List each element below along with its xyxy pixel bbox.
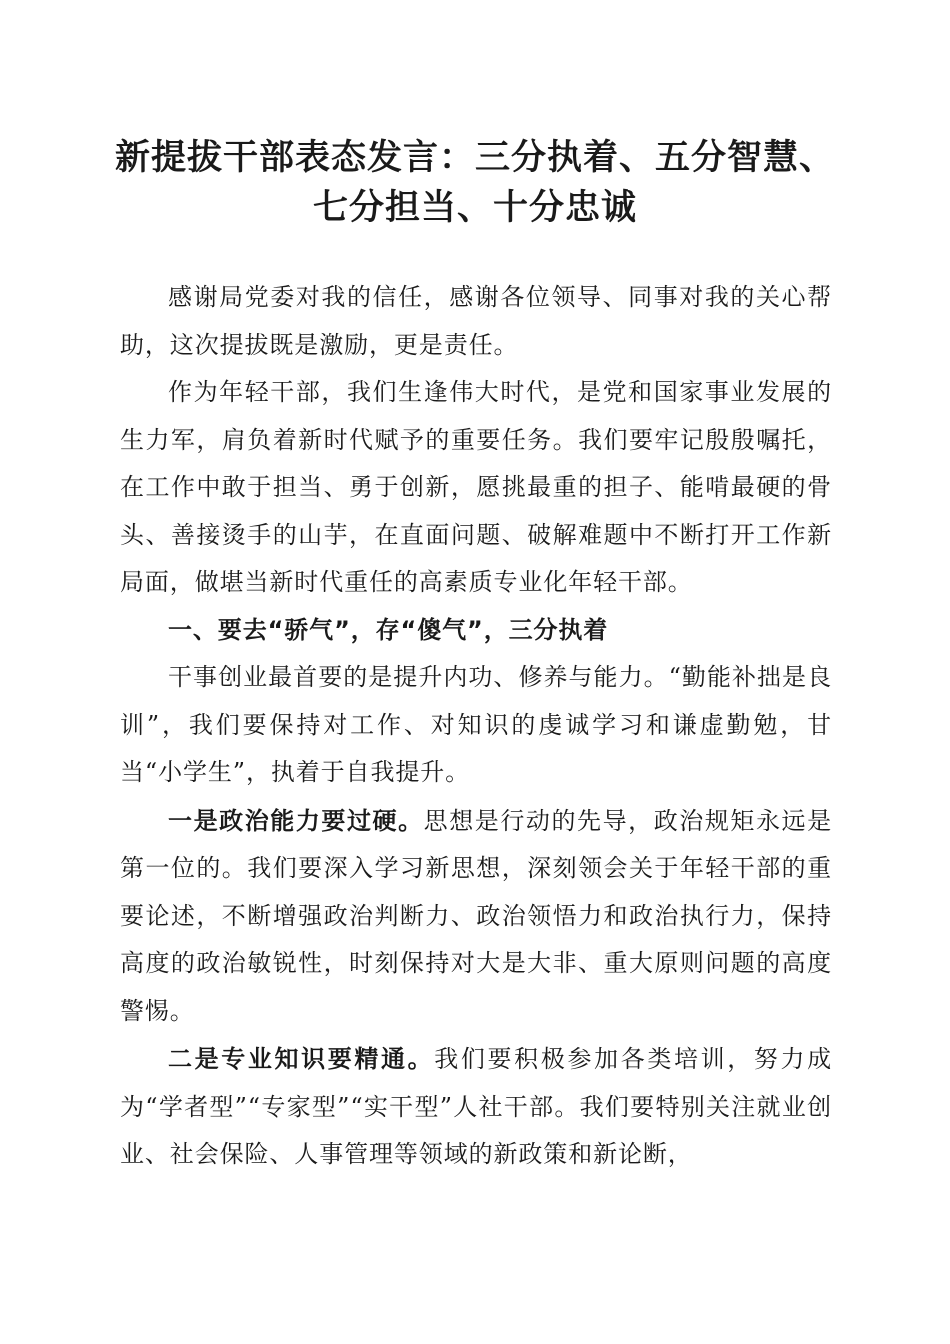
title-line-1: 新提拔干部表态发言：三分执着、五分智慧、 xyxy=(114,137,835,178)
paragraph-thanks: 感谢局党委对我的信任，感谢各位领导、同事对我的关心帮助，这次提拔既是激励，更是责任。 xyxy=(120,283,832,359)
point2-lead: 二是专业知识要精通。 xyxy=(168,1044,435,1073)
point-professional-knowledge xyxy=(120,1035,832,1179)
point2-text: 我们要积极参加各类培训，努力成为“学者型”“专家型”“实干型”人社干部。我们要特别关注就业创业、社会保险、人事管理等领域的新政策和新论断， xyxy=(120,1045,833,1168)
point-political-ability xyxy=(120,797,832,1036)
point1-lead: 一是政治能力要过硬。 xyxy=(168,805,424,835)
section-heading-1: 一、要去“骄气”，存“傻气”，三分执着 xyxy=(168,615,609,644)
title-line-2: 七分担当、十分忠诚 xyxy=(312,187,637,228)
document-title xyxy=(100,133,850,233)
paragraph-young-cadres: 作为年轻干部，我们生逢伟大时代，是党和国家事业发展的生力军，肩负着新时代赋予的重要任务。我们要牢记殷殷嘱托，在工作中敢于担当、勇于创新，愿挑最重的担子、能啃最硬的骨头、善接烫手的山芋，在直面问题、破解难题中不断打开工作新局面，做堪当新时代重任的高素质专业化年轻干部。 xyxy=(120,378,832,596)
document-body xyxy=(120,274,832,1179)
section1-intro: 干事创业最首要的是提升内功、修养与能力。“勤能补拙是良训”，我们要保持对工作、对知识的虔诚学习和谦虚勤勉，甘当“小学生”，执着于自我提升。 xyxy=(120,663,832,786)
point1-text: 思想是行动的先导，政治规矩永远是第一位的。我们要深入学习新思想，深刻领会关于年轻干部的重要论述，不断增强政治判断力、政治领悟力和政治执行力，保持高度的政治敏锐性，时刻保持对大是大非、重大原则问题的高度警惕。 xyxy=(120,806,832,1025)
